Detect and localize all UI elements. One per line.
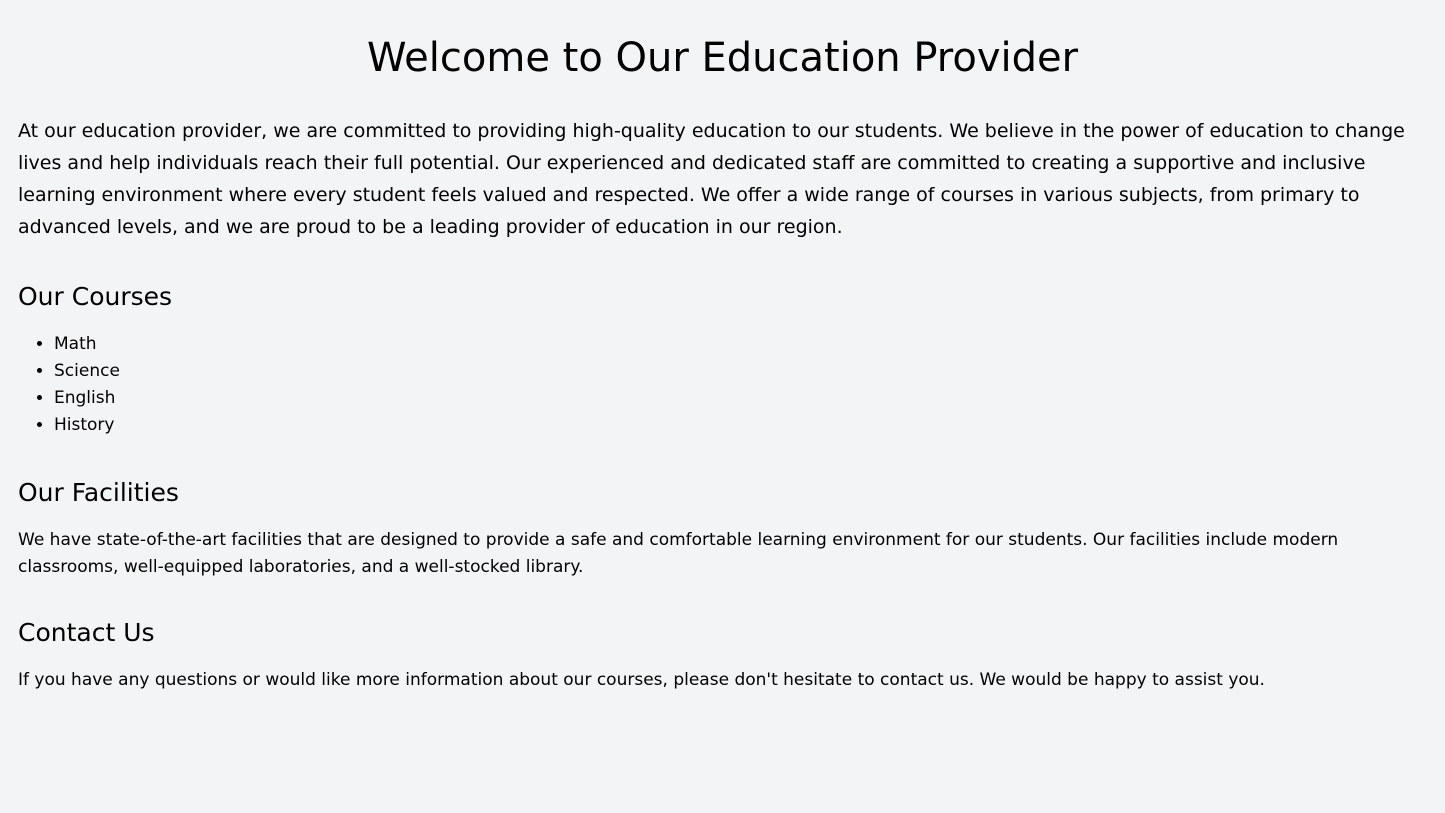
courses-heading: Our Courses	[18, 282, 173, 311]
list-item: • History	[54, 412, 1427, 439]
facilities-heading: Our Facilities	[18, 478, 179, 507]
facilities-paragraph: We have state-of-the-art facilities that are designed to provide a safe and comfortable learning environment for our students. Our facilities include modern classrooms, well-equipped laboratories, and a well-stocked library.	[18, 530, 1339, 577]
list-item: • English	[54, 385, 1427, 412]
page-title: Welcome to Our Education Provider	[366, 35, 1079, 81]
contact-paragraph: If you have any questions or would like more information about our courses, please don't hesitate to contact us. We would be happy to assist you.	[18, 670, 1265, 690]
list-item: • Science	[54, 358, 1427, 385]
contact-section	[18, 617, 1427, 694]
contact-heading: Contact Us	[18, 618, 155, 647]
facilities-section	[18, 477, 1427, 581]
courses-section	[18, 281, 1427, 439]
intro-paragraph: At our education provider, we are committed to providing high-quality education to our students. We believe in the power of education to change lives and help individuals reach their full potential. Our experienced and dedicated staff are committed to creating a supportive and inclusive learning environment where every student feels valued and respected. We offer a wide range of courses in various subjects, from primary to advanced levels, and we are proud to be a leading provider of education in our region.	[18, 120, 1405, 238]
list-item: • Math	[54, 331, 1427, 358]
courses-list	[18, 331, 1427, 439]
